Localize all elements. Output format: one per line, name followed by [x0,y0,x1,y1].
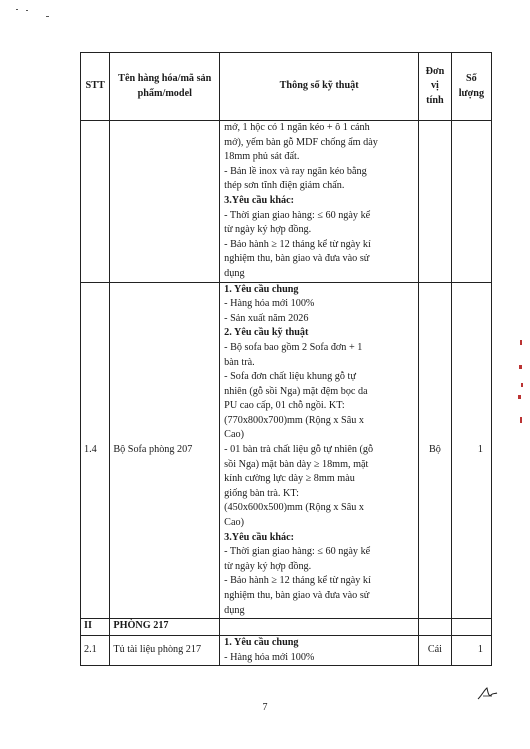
signature-mark [476,685,498,703]
row-item-name: Bộ Sofa phòng 207 [110,282,220,619]
spec-line: - Hàng hóa mới 100% [224,651,315,663]
spec-line: mở, 1 hộc có 1 ngăn kéo + ô 1 cánh [224,122,370,133]
continued-name-cell [110,121,220,283]
header-spec: Thông số kỹ thuật [220,53,419,121]
spec-line: nghiệm thu, bàn giao và đưa vào sử [224,590,370,601]
spec-line: - Hàng hóa mới 100% [224,298,315,310]
row-item-name: Tủ tài liệu phòng 217 [110,636,220,666]
spec-line: dụng [224,604,245,616]
spec-line: từ ngày ký hợp đồng. [224,224,312,236]
spec-line: sồi Nga) mặt bàn dày ≥ 18mm, mặt [224,458,369,470]
spec-heading: 3.Yêu cầu khác: [224,194,295,206]
spec-line: - Sofa đơn chất liệu khung gỗ tự [224,371,356,383]
header-qty: Số lượng [451,53,491,121]
row-spec-cell [220,282,419,619]
section-empty-qty [451,619,491,636]
spec-line: - Sản xuất năm 2026 [224,312,309,324]
row-spec-cell [220,636,419,666]
continued-row [81,121,492,283]
row-unit: Cái [419,636,452,666]
spec-heading: 1. Yêu cầu chung [224,283,299,295]
spec-line: - Thời gian giao hàng: ≤ 60 ngày kể [224,546,371,558]
spec-line: PU cao cấp, 01 chỗ ngồi. KT: [224,400,345,412]
table-row-1-4 [81,282,492,619]
spec-line: Cao) [224,517,244,529]
header-unit: Đơn vị tính [419,53,452,121]
row-quantity: 1 [451,282,491,619]
continued-spec-cell [220,121,419,283]
spec-line: - Bảo hành ≥ 12 tháng kể từ ngày kí [224,575,371,587]
table-row-2-1 [81,636,492,666]
row-unit: Bộ [419,282,452,619]
section-title: PHÒNG 217 [110,619,220,636]
section-empty-unit [419,619,452,636]
spec-line: từ ngày ký hợp đồng. [224,560,312,572]
continued-unit-cell [419,121,452,283]
continued-stt-cell [81,121,110,283]
header-row [81,53,492,121]
spec-line: dụng [224,267,245,279]
spec-line: (770x800x700)mm (Rộng x Sâu x [224,414,364,426]
spec-line: (450x600x500)mm (Rộng x Sâu x [224,502,364,514]
spec-heading: 2. Yêu cầu kỹ thuật [224,327,309,339]
spec-heading: 3.Yêu cầu khác: [224,531,295,543]
spec-line: nhiên (gỗ sồi Nga) mặt đệm bọc da [224,385,368,397]
spec-line: bàn trà. [224,356,255,368]
spec-line: - Bản lề inox và ray ngăn kéo bằng [224,165,367,177]
header-name: Tên hàng hóa/mã sản phẩm/model [110,53,220,121]
spec-line: giống bàn trà. KT: [224,487,299,499]
spec-line: 18mm phủ sát đất. [224,151,300,163]
spec-line: nghiệm thu, bàn giao và đưa vào sử [224,253,370,265]
scan-marks-right-edge [512,335,526,435]
section-empty-spec [220,619,419,636]
spec-line: thép sơn tĩnh điện giảm chấn. [224,180,345,192]
spec-line: kính cường lực dày ≥ 8mm màu [224,473,355,485]
continued-qty-cell [451,121,491,283]
scan-marks-top-left [14,6,54,20]
spec-line: - 01 bàn trà chất liệu gỗ tự nhiên (gỗ [224,444,374,456]
spec-line: - Thời gian giao hàng: ≤ 60 ngày kể [224,209,371,221]
header-stt: STT [81,53,110,121]
spec-heading: 1. Yêu cầu chung [224,637,299,649]
spec-line: - Bộ sofa bao gồm 2 Sofa đơn + 1 [224,341,363,353]
spec-table [80,52,492,666]
section-row-ii [81,619,492,636]
spec-line: mở), yếm bàn gỗ MDF chống ẩm dày [224,136,378,148]
row-stt: 2.1 [81,636,110,666]
page-number: 7 [262,702,268,713]
row-stt: 1.4 [81,282,110,619]
section-number: II [81,619,110,636]
spec-line: - Bảo hành ≥ 12 tháng kể từ ngày kí [224,238,371,250]
spec-line: Cao) [224,429,244,441]
row-quantity: 1 [451,636,491,666]
